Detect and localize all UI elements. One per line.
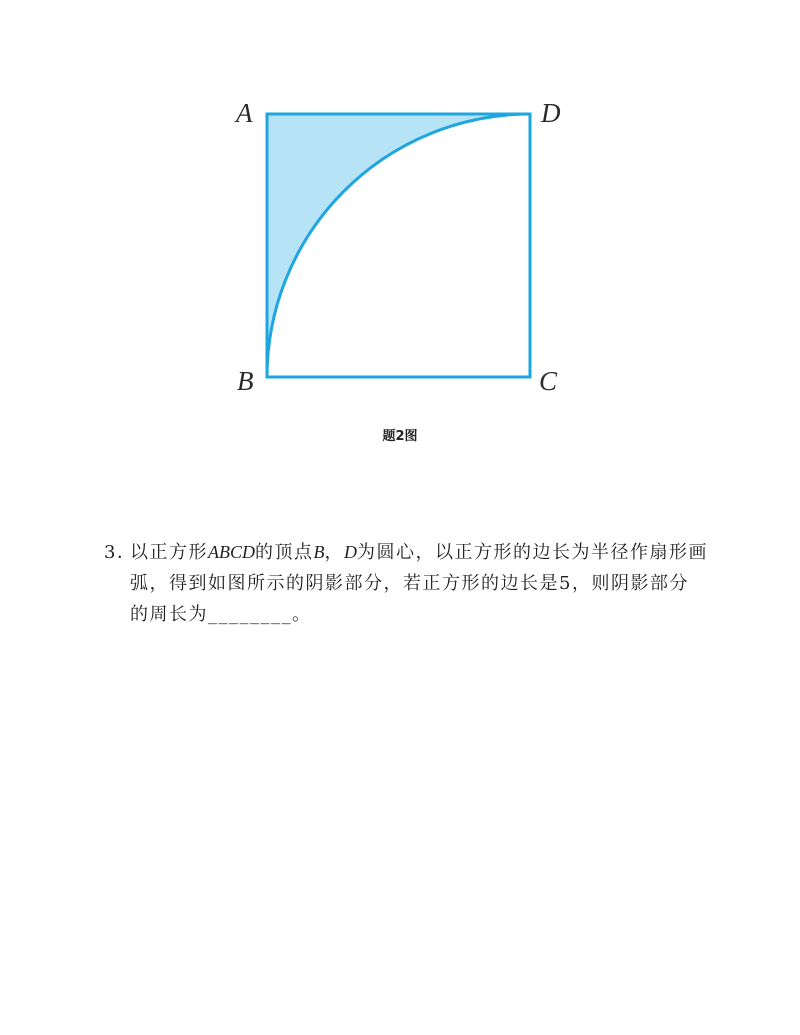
vertex-label-c: C: [539, 366, 558, 396]
q1-vertex-b: B: [313, 542, 325, 562]
q1-text-g: 为圆心，以正方形的边长为半径作扇形画: [357, 542, 708, 563]
q1-text-a: 以正方形: [130, 542, 208, 563]
question-line-1: [130, 537, 724, 568]
question-3: [104, 537, 724, 630]
q1-vertex-d: D: [344, 542, 357, 562]
question-line-3: 的周长为________。: [130, 604, 312, 625]
q1-square-name: ABCD: [208, 542, 255, 562]
vertex-label-b: B: [237, 366, 254, 396]
q1-text-c: 的顶点: [255, 542, 314, 563]
vertex-label-a: A: [236, 98, 253, 128]
figure-caption: 题2图: [382, 429, 418, 444]
question-line-2: 弧，得到如图所示的阴影部分，若正方形的边长是5，则阴影部分: [130, 573, 689, 594]
q1-comma: ，: [324, 542, 344, 563]
shaded-region: [267, 114, 530, 377]
vertex-label-d: D: [541, 98, 561, 128]
square-arc-figure: [0, 0, 800, 420]
question-number: 3．: [104, 542, 137, 563]
